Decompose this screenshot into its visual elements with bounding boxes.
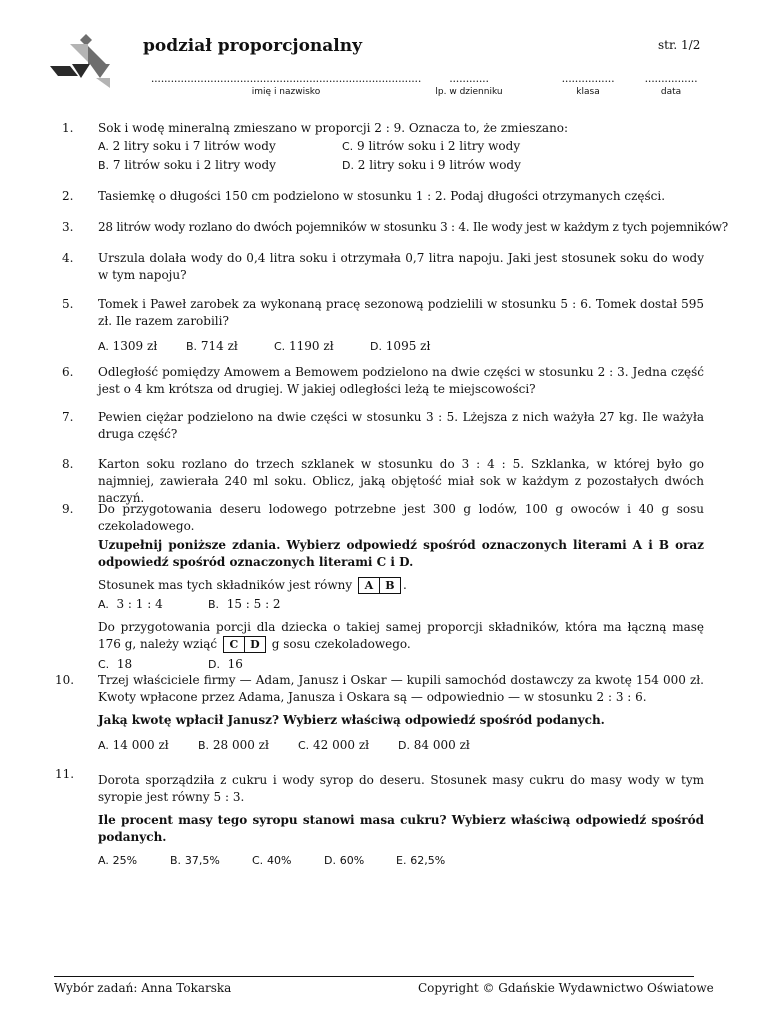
question-text: Tasiemkę o długości 150 cm podzielono w stosunku 1 : 2. Podaj długości otrzymanych części. [98, 189, 666, 203]
option-b[interactable]: B. 15 : 5 : 2 [208, 597, 281, 611]
option-d[interactable]: D. 60% [324, 854, 365, 867]
footer-copyright: Copyright © Gdańskie Wydawnictwo Oświatowe [418, 981, 714, 995]
option-d[interactable]: D. 2 litry soku i 9 litrów wody [342, 158, 521, 172]
option-a[interactable]: A. 25% [98, 854, 138, 867]
question-number: 6. [62, 365, 74, 379]
question-instruction: Uzupełnij poniższe zdania. Wybierz odpowiedź spośród oznaczonych literami A i B oraz odpowiedź spośród oznaczonych literami C i D. [98, 538, 704, 569]
footer-divider [54, 976, 694, 977]
question-number: 9. [62, 502, 74, 516]
option-c[interactable]: C. 1190 zł [274, 339, 334, 353]
class-dots: ................ [561, 72, 615, 85]
option-c[interactable]: C. 18 [98, 657, 133, 671]
question-number: 3. [62, 220, 74, 234]
question-instruction: Jaką kwotę wpłacił Janusz? Wybierz właściwą odpowiedź spośród podanych. [98, 713, 605, 727]
option-c[interactable]: C. 42 000 zł [298, 738, 370, 752]
question-number: 11. [55, 767, 75, 781]
name-dots: .................................................................................. [150, 72, 422, 85]
question-number: 7. [62, 410, 74, 424]
name-caption: imię i nazwisko [251, 87, 321, 97]
option-b[interactable]: B. 28 000 zł [198, 738, 269, 752]
class-number-dots: ............ [449, 72, 489, 85]
question-text: Tomek i Paweł zarobek za wykonaną pracę sezonową podzielili w stosunku 5 : 6. Tomek dostał 595 zł. Ile razem zarobili? [98, 297, 704, 328]
question-text: Trzej właściciele firmy — Adam, Janusz i Oskar — kupili samochód dostawczy za kwotę 154 000 zł. Kwoty wpłacone przez Adama, Janusza i Oskara są — odpowiednio — w stosunku 2 : 3 : 6. [98, 673, 704, 704]
option-a[interactable]: A. 2 litry soku i 7 litrów wody [98, 139, 276, 153]
class-number-caption: lp. w dzienniku [435, 87, 503, 97]
option-a[interactable]: A. 1309 zł [98, 339, 158, 353]
question-instruction: Ile procent masy tego syropu stanowi masa cukru? Wybierz właściwą odpowiedź spośród podanych. [98, 813, 704, 844]
worksheet-title: podział proporcjonalny [143, 36, 362, 56]
question-number: 5. [62, 297, 74, 311]
question-number: 1. [62, 121, 74, 135]
footer-author: Wybór zadań: Anna Tokarska [54, 981, 232, 995]
answer-box-cd[interactable]: C D [223, 636, 266, 653]
tangram-logo [48, 32, 114, 90]
option-e[interactable]: E. 62,5% [396, 854, 446, 867]
date-dots: ................ [644, 72, 698, 85]
option-d[interactable]: D. 1095 zł [370, 339, 431, 353]
sentence-1: Stosunek mas tych składników jest równy A B . [98, 578, 407, 592]
class-caption: klasa [576, 87, 600, 97]
question-text: Odległość pomiędzy Amowem a Bemowem podzielono na dwie części w stosunku 2 : 3. Jedna część jest o 4 km krótsza od drugiej. W jakiej odległości leżą te miejscowości? [98, 365, 704, 396]
question-text: Karton soku rozlano do trzech szklanek w stosunku do 3 : 4 : 5. Szklanka, w której było go najmniej, zawierała 240 ml soku. Oblicz, jaką objętość miał sok w każdym z pozostałych dwóch naczyń. [98, 457, 704, 505]
option-b[interactable]: B. 37,5% [170, 854, 220, 867]
option-b[interactable]: B. 7 litrów soku i 2 litry wody [98, 158, 276, 172]
option-d[interactable]: D. 16 [208, 657, 243, 671]
option-a[interactable]: A. 14 000 zł [98, 738, 169, 752]
question-number: 10. [55, 673, 75, 687]
option-c[interactable]: C. 40% [252, 854, 292, 867]
question-text: Pewien ciężar podzielono na dwie części w stosunku 3 : 5. Lżejsza z nich ważyła 27 kg. Ile ważyła druga część? [98, 410, 704, 441]
page-number: str. 1/2 [658, 38, 701, 52]
name-field[interactable] [137, 72, 435, 97]
class-number-field[interactable] [435, 72, 503, 97]
question-text: Sok i wodę mineralną zmieszano w proporcji 2 : 9. Oznacza to, że zmieszano: [98, 121, 569, 135]
sentence-2: Do przygotowania porcji dla dziecka o takiej samej proporcji składników, która ma łączną masę 176 g, należy wziąć C D g sosu czekoladowego. [98, 620, 704, 651]
question-text: Dorota sporządziła z cukru i wody syrop do deseru. Stosunek masy cukru do masy wody w tym syropie jest równy 5 : 3. [98, 773, 704, 804]
option-c[interactable]: C. 9 litrów soku i 2 litry wody [342, 139, 521, 153]
option-b[interactable]: B. 714 zł [186, 339, 238, 353]
option-a[interactable]: A. 3 : 1 : 4 [98, 597, 163, 611]
question-number: 8. [62, 457, 74, 471]
class-field[interactable] [555, 72, 621, 97]
date-caption: data [660, 87, 682, 97]
option-d[interactable]: D. 84 000 zł [398, 738, 470, 752]
question-text: 28 litrów wody rozlano do dwóch pojemników w stosunku 3 : 4. Ile wody jest w każdym z tych pojemników? [98, 220, 728, 234]
question-number: 2. [62, 189, 74, 203]
question-text: Do przygotowania deseru lodowego potrzebne jest 300 g lodów, 100 g owoców i 40 g sosu czekoladowego. [98, 502, 704, 533]
answer-box-ab[interactable]: A B [358, 577, 401, 594]
date-field[interactable] [638, 72, 704, 97]
question-number: 4. [62, 251, 74, 265]
question-text: Urszula dolała wody do 0,4 litra soku i otrzymała 0,7 litra napoju. Jaki jest stosunek soku do wody w tym napoju? [98, 251, 704, 282]
